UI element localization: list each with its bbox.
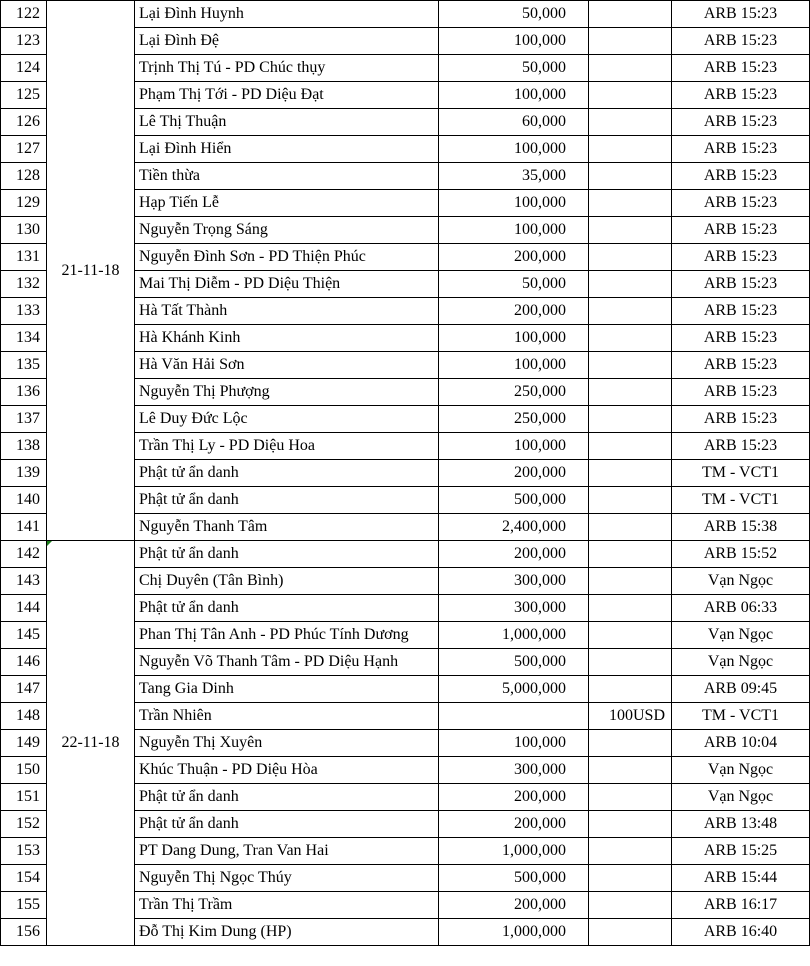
amount-cell: 200,000: [439, 784, 589, 811]
usd-amount-cell: 100USD: [589, 703, 672, 730]
amount-cell: [439, 703, 589, 730]
row-number-cell: 151: [1, 784, 47, 811]
note-cell: ARB 06:33: [672, 595, 810, 622]
usd-amount-cell: [589, 136, 672, 163]
donor-name-cell: Chị Duyên (Tân Bình): [135, 568, 439, 595]
usd-amount-cell: [589, 82, 672, 109]
donor-name-cell: Hà Khánh Kinh: [135, 325, 439, 352]
amount-cell: 2,400,000: [439, 514, 589, 541]
note-cell: ARB 15:25: [672, 838, 810, 865]
row-number-cell: 137: [1, 406, 47, 433]
row-number-cell: 135: [1, 352, 47, 379]
amount-cell: 250,000: [439, 379, 589, 406]
row-number-cell: 146: [1, 649, 47, 676]
table-row: [1, 541, 810, 568]
donor-name-cell: Phật tử ẩn danh: [135, 811, 439, 838]
amount-cell: 500,000: [439, 649, 589, 676]
usd-amount-cell: [589, 838, 672, 865]
donation-table-body: [1, 1, 810, 946]
note-cell: ARB 15:38: [672, 514, 810, 541]
usd-amount-cell: [589, 1, 672, 28]
amount-cell: 200,000: [439, 244, 589, 271]
note-cell: ARB 15:23: [672, 406, 810, 433]
note-cell: ARB 15:23: [672, 433, 810, 460]
row-number-cell: 143: [1, 568, 47, 595]
amount-cell: 100,000: [439, 325, 589, 352]
usd-amount-cell: [589, 595, 672, 622]
row-number-cell: 145: [1, 622, 47, 649]
donor-name-cell: Hà Văn Hải Sơn: [135, 352, 439, 379]
note-cell: ARB 13:48: [672, 811, 810, 838]
usd-amount-cell: [589, 622, 672, 649]
amount-cell: 100,000: [439, 730, 589, 757]
usd-amount-cell: [589, 190, 672, 217]
row-number-cell: 149: [1, 730, 47, 757]
usd-amount-cell: [589, 811, 672, 838]
amount-cell: 35,000: [439, 163, 589, 190]
usd-amount-cell: [589, 28, 672, 55]
usd-amount-cell: [589, 514, 672, 541]
row-number-cell: 133: [1, 298, 47, 325]
amount-cell: 500,000: [439, 487, 589, 514]
donor-name-cell: Lê Duy Đức Lộc: [135, 406, 439, 433]
row-number-cell: 122: [1, 1, 47, 28]
note-cell: TM - VCT1: [672, 703, 810, 730]
donor-name-cell: Phật tử ẩn danh: [135, 541, 439, 568]
usd-amount-cell: [589, 298, 672, 325]
row-number-cell: 144: [1, 595, 47, 622]
donor-name-cell: Phan Thị Tân Anh - PD Phúc Tính Dương: [135, 622, 439, 649]
usd-amount-cell: [589, 352, 672, 379]
donor-name-cell: Lại Đình Huynh: [135, 1, 439, 28]
row-number-cell: 141: [1, 514, 47, 541]
usd-amount-cell: [589, 487, 672, 514]
donor-name-cell: Tang Gia Dinh: [135, 676, 439, 703]
row-number-cell: 128: [1, 163, 47, 190]
donor-name-cell: Mai Thị Diễm - PD Diệu Thiện: [135, 271, 439, 298]
usd-amount-cell: [589, 649, 672, 676]
note-cell: ARB 09:45: [672, 676, 810, 703]
note-cell: Vạn Ngọc: [672, 784, 810, 811]
usd-amount-cell: [589, 892, 672, 919]
amount-cell: 50,000: [439, 271, 589, 298]
donor-name-cell: Nguyễn Trọng Sáng: [135, 217, 439, 244]
note-cell: ARB 15:23: [672, 379, 810, 406]
note-cell: TM - VCT1: [672, 487, 810, 514]
row-number-cell: 127: [1, 136, 47, 163]
note-cell: ARB 10:04: [672, 730, 810, 757]
note-cell: ARB 15:23: [672, 55, 810, 82]
donor-name-cell: Lê Thị Thuận: [135, 109, 439, 136]
row-number-cell: 140: [1, 487, 47, 514]
usd-amount-cell: [589, 163, 672, 190]
donor-name-cell: Hà Tất Thành: [135, 298, 439, 325]
date-cell: 22-11-18: [47, 541, 135, 946]
note-cell: ARB 15:23: [672, 298, 810, 325]
amount-cell: 300,000: [439, 568, 589, 595]
donor-name-cell: Nguyễn Thị Xuyên: [135, 730, 439, 757]
note-cell: Vạn Ngọc: [672, 568, 810, 595]
donor-name-cell: Phật tử ẩn danh: [135, 487, 439, 514]
usd-amount-cell: [589, 271, 672, 298]
row-number-cell: 153: [1, 838, 47, 865]
usd-amount-cell: [589, 460, 672, 487]
amount-cell: 100,000: [439, 217, 589, 244]
amount-cell: 250,000: [439, 406, 589, 433]
amount-cell: 60,000: [439, 109, 589, 136]
row-number-cell: 129: [1, 190, 47, 217]
row-number-cell: 130: [1, 217, 47, 244]
note-cell: TM - VCT1: [672, 460, 810, 487]
donor-name-cell: Khúc Thuận - PD Diệu Hòa: [135, 757, 439, 784]
amount-cell: 1,000,000: [439, 919, 589, 946]
row-number-cell: 138: [1, 433, 47, 460]
row-number-cell: 139: [1, 460, 47, 487]
note-cell: ARB 15:23: [672, 28, 810, 55]
donor-name-cell: Phật tử ẩn danh: [135, 784, 439, 811]
amount-cell: 100,000: [439, 352, 589, 379]
usd-amount-cell: [589, 406, 672, 433]
note-cell: Vạn Ngọc: [672, 649, 810, 676]
amount-cell: 50,000: [439, 55, 589, 82]
row-number-cell: 152: [1, 811, 47, 838]
row-number-cell: 154: [1, 865, 47, 892]
note-cell: ARB 15:23: [672, 1, 810, 28]
row-number-cell: 126: [1, 109, 47, 136]
usd-amount-cell: [589, 541, 672, 568]
donor-name-cell: Lại Đình Hiển: [135, 136, 439, 163]
usd-amount-cell: [589, 244, 672, 271]
donor-name-cell: Phạm Thị Tới - PD Diệu Đạt: [135, 82, 439, 109]
usd-amount-cell: [589, 730, 672, 757]
amount-cell: 100,000: [439, 190, 589, 217]
row-number-cell: 136: [1, 379, 47, 406]
row-number-cell: 125: [1, 82, 47, 109]
row-number-cell: 150: [1, 757, 47, 784]
usd-amount-cell: [589, 379, 672, 406]
amount-cell: 300,000: [439, 757, 589, 784]
amount-cell: 100,000: [439, 136, 589, 163]
usd-amount-cell: [589, 325, 672, 352]
donor-name-cell: PT Dang Dung, Tran Van Hai: [135, 838, 439, 865]
amount-cell: 1,000,000: [439, 622, 589, 649]
donor-name-cell: Nguyễn Võ Thanh Tâm - PD Diệu Hạnh: [135, 649, 439, 676]
donor-name-cell: Trần Nhiên: [135, 703, 439, 730]
note-cell: ARB 15:23: [672, 136, 810, 163]
donor-name-cell: Nguyễn Thị Ngọc Thúy: [135, 865, 439, 892]
row-number-cell: 132: [1, 271, 47, 298]
donor-name-cell: Lại Đình Đệ: [135, 28, 439, 55]
note-cell: ARB 15:23: [672, 82, 810, 109]
note-cell: ARB 15:23: [672, 325, 810, 352]
row-number-cell: 155: [1, 892, 47, 919]
note-cell: ARB 16:17: [672, 892, 810, 919]
donor-name-cell: Hạp Tiến Lễ: [135, 190, 439, 217]
usd-amount-cell: [589, 865, 672, 892]
donor-name-cell: Trần Thị Trầm: [135, 892, 439, 919]
amount-cell: 200,000: [439, 460, 589, 487]
donor-name-cell: Đỗ Thị Kim Dung (HP): [135, 919, 439, 946]
amount-cell: 200,000: [439, 541, 589, 568]
row-number-cell: 148: [1, 703, 47, 730]
donor-name-cell: Phật tử ẩn danh: [135, 595, 439, 622]
amount-cell: 500,000: [439, 865, 589, 892]
note-cell: ARB 15:23: [672, 217, 810, 244]
amount-cell: 100,000: [439, 28, 589, 55]
usd-amount-cell: [589, 568, 672, 595]
amount-cell: 100,000: [439, 82, 589, 109]
usd-amount-cell: [589, 757, 672, 784]
note-cell: ARB 16:40: [672, 919, 810, 946]
row-number-cell: 156: [1, 919, 47, 946]
donor-name-cell: Trịnh Thị Tú - PD Chúc thụy: [135, 55, 439, 82]
amount-cell: 200,000: [439, 892, 589, 919]
usd-amount-cell: [589, 784, 672, 811]
amount-cell: 100,000: [439, 433, 589, 460]
note-cell: ARB 15:23: [672, 271, 810, 298]
note-cell: ARB 15:23: [672, 190, 810, 217]
amount-cell: 300,000: [439, 595, 589, 622]
usd-amount-cell: [589, 919, 672, 946]
donor-name-cell: Nguyễn Đình Sơn - PD Thiện Phúc: [135, 244, 439, 271]
usd-amount-cell: [589, 433, 672, 460]
note-cell: ARB 15:23: [672, 163, 810, 190]
note-cell: ARB 15:23: [672, 244, 810, 271]
table-row: [1, 1, 810, 28]
note-cell: ARB 15:23: [672, 352, 810, 379]
note-cell: ARB 15:52: [672, 541, 810, 568]
amount-cell: 200,000: [439, 811, 589, 838]
row-number-cell: 147: [1, 676, 47, 703]
row-number-cell: 124: [1, 55, 47, 82]
usd-amount-cell: [589, 217, 672, 244]
date-cell: 21-11-18: [47, 1, 135, 541]
usd-amount-cell: [589, 109, 672, 136]
note-cell: Vạn Ngọc: [672, 757, 810, 784]
usd-amount-cell: [589, 676, 672, 703]
donor-name-cell: Nguyễn Thị Phượng: [135, 379, 439, 406]
note-cell: ARB 15:23: [672, 109, 810, 136]
row-number-cell: 134: [1, 325, 47, 352]
amount-cell: 5,000,000: [439, 676, 589, 703]
amount-cell: 50,000: [439, 1, 589, 28]
amount-cell: 1,000,000: [439, 838, 589, 865]
amount-cell: 200,000: [439, 298, 589, 325]
note-cell: ARB 15:44: [672, 865, 810, 892]
row-number-cell: 142: [1, 541, 47, 568]
row-number-cell: 123: [1, 28, 47, 55]
donor-name-cell: Phật tử ẩn danh: [135, 460, 439, 487]
note-cell: Vạn Ngọc: [672, 622, 810, 649]
donor-name-cell: Nguyễn Thanh Tâm: [135, 514, 439, 541]
donor-name-cell: Trần Thị Ly - PD Diệu Hoa: [135, 433, 439, 460]
donor-name-cell: Tiền thừa: [135, 163, 439, 190]
usd-amount-cell: [589, 55, 672, 82]
row-number-cell: 131: [1, 244, 47, 271]
